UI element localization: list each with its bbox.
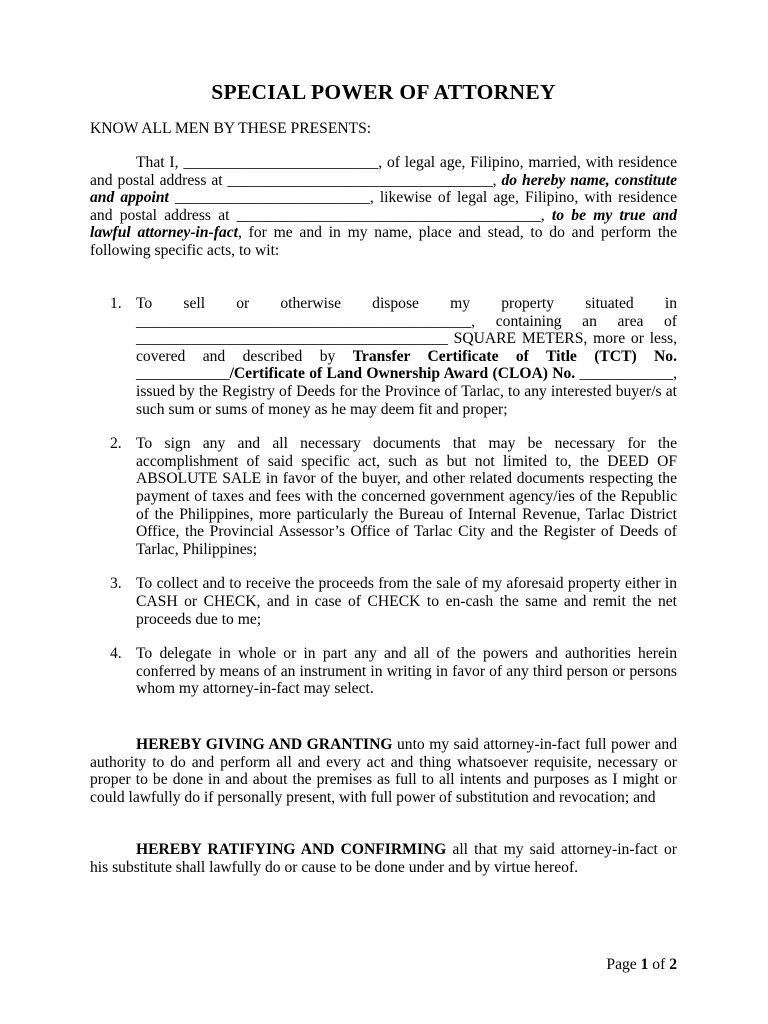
total-pages: 2 [669,956,677,973]
specific-acts-list [90,295,677,698]
attorney-address-blank: _______________________________________ [236,206,541,224]
ratifying-heading: HEREBY RATIFYING AND CONFIRMING [136,841,447,858]
item-text: To delegate in whole or in part any and all of the powers and authorities herein conferred by means of an instrument in writing in favor of any third person or persons whom my attorney-in-fact may select. [136,645,677,698]
area-blank: ________________________________________ [136,330,448,348]
cloa-label: /Certificate of Land Ownership Award (CLOA) No. [229,365,576,383]
intro-text: , [492,171,502,189]
list-number: 2. [110,435,122,453]
tct-label: Transfer Certificate of Title (TCT) No. [352,347,677,365]
intro-text: , for me and in my name, place and stead, to do and perform the following specific acts, to wit: [90,224,677,259]
ratifying-text: all that my said attorney-in-fact or his substitute shall lawfully do or cause to be done under and by virtue hereof. [90,841,677,876]
salutation: KNOW ALL MEN BY THESE PRESENTS: [90,120,372,137]
principal-address-blank: __________________________________ [227,171,493,189]
list-item [90,575,677,628]
item-text: To collect and to receive the proceeds from the sale of my aforesaid property either in CASH or CHECK, and in case of CHECK to en-cash the same and remit the net proceeds due to me; [136,575,677,628]
item-text: SQUARE METERS, more or less, covered and described by [136,330,677,365]
of-word: of [648,956,670,973]
list-number: 1. [110,295,122,312]
item-text: , issued by the Registry of Deeds for the Province of Tarlac, to any interested buyer/s at such sum or sums of money as he may deem fit and proper; [136,365,677,418]
intro-text: , [540,206,552,224]
list-item [90,295,677,418]
item-text: To sell or otherwise dispose my property situated in [136,295,677,312]
ratifying-paragraph [90,841,677,876]
granting-paragraph [90,736,677,806]
intro-text: That I, [136,154,184,171]
intro-text: , of legal age, Filipino, married, with residence and postal address at [90,154,677,189]
document-title: SPECIAL POWER OF ATTORNEY [211,80,556,104]
page-word: Page [606,956,641,973]
intro-text: , likewise of legal age, Filipino, with residence and postal address at [90,189,677,224]
attorney-clause: to be my true and lawful attorney-in-fact [90,206,677,242]
list-number: 4. [110,645,122,663]
granting-text: unto my said attorney-in-fact full power and authority to do and perform all and every act and thing whatsoever requisite, necessary or proper to be done in and about the premises as full to all intents and purposes as I might or could lawfully do if personally present, with full power of substitution and revocation; and [90,736,678,806]
list-item [90,435,677,558]
current-page: 1 [640,956,649,973]
cloa-number-blank: ____________ [579,365,674,383]
item-text: To sign any and all necessary documents that may be necessary for the accomplishment of said specific act, such as but not limited to, the DEED OF ABSOLUTE SALE in favor of the buyer, and other related documents respecting the payment of taxes and fees with the concerned government agency/ies of the Republic of the Philippines, more particularly the Bureau of Internal Revenue, Tarlac District Office, the Provincial Assessor’s Office of Tarlac City and the Register of Deeds of Tarlac, Philippines; [136,435,677,558]
principal-name-blank: _________________________ [183,154,379,171]
property-location-blank: ___________________________________________ [136,312,472,330]
list-item [90,645,677,698]
appoint-clause: do hereby name, constitute and appoint [90,171,677,207]
tct-number-blank: ____________ [136,365,230,383]
page-number-footer [606,956,677,974]
intro-paragraph [90,154,677,260]
granting-heading: HEREBY GIVING AND GRANTING [136,736,393,753]
item-text: , containing an area of [471,312,677,330]
list-number: 3. [110,575,122,593]
attorney-name-blank: _________________________ [174,189,370,207]
